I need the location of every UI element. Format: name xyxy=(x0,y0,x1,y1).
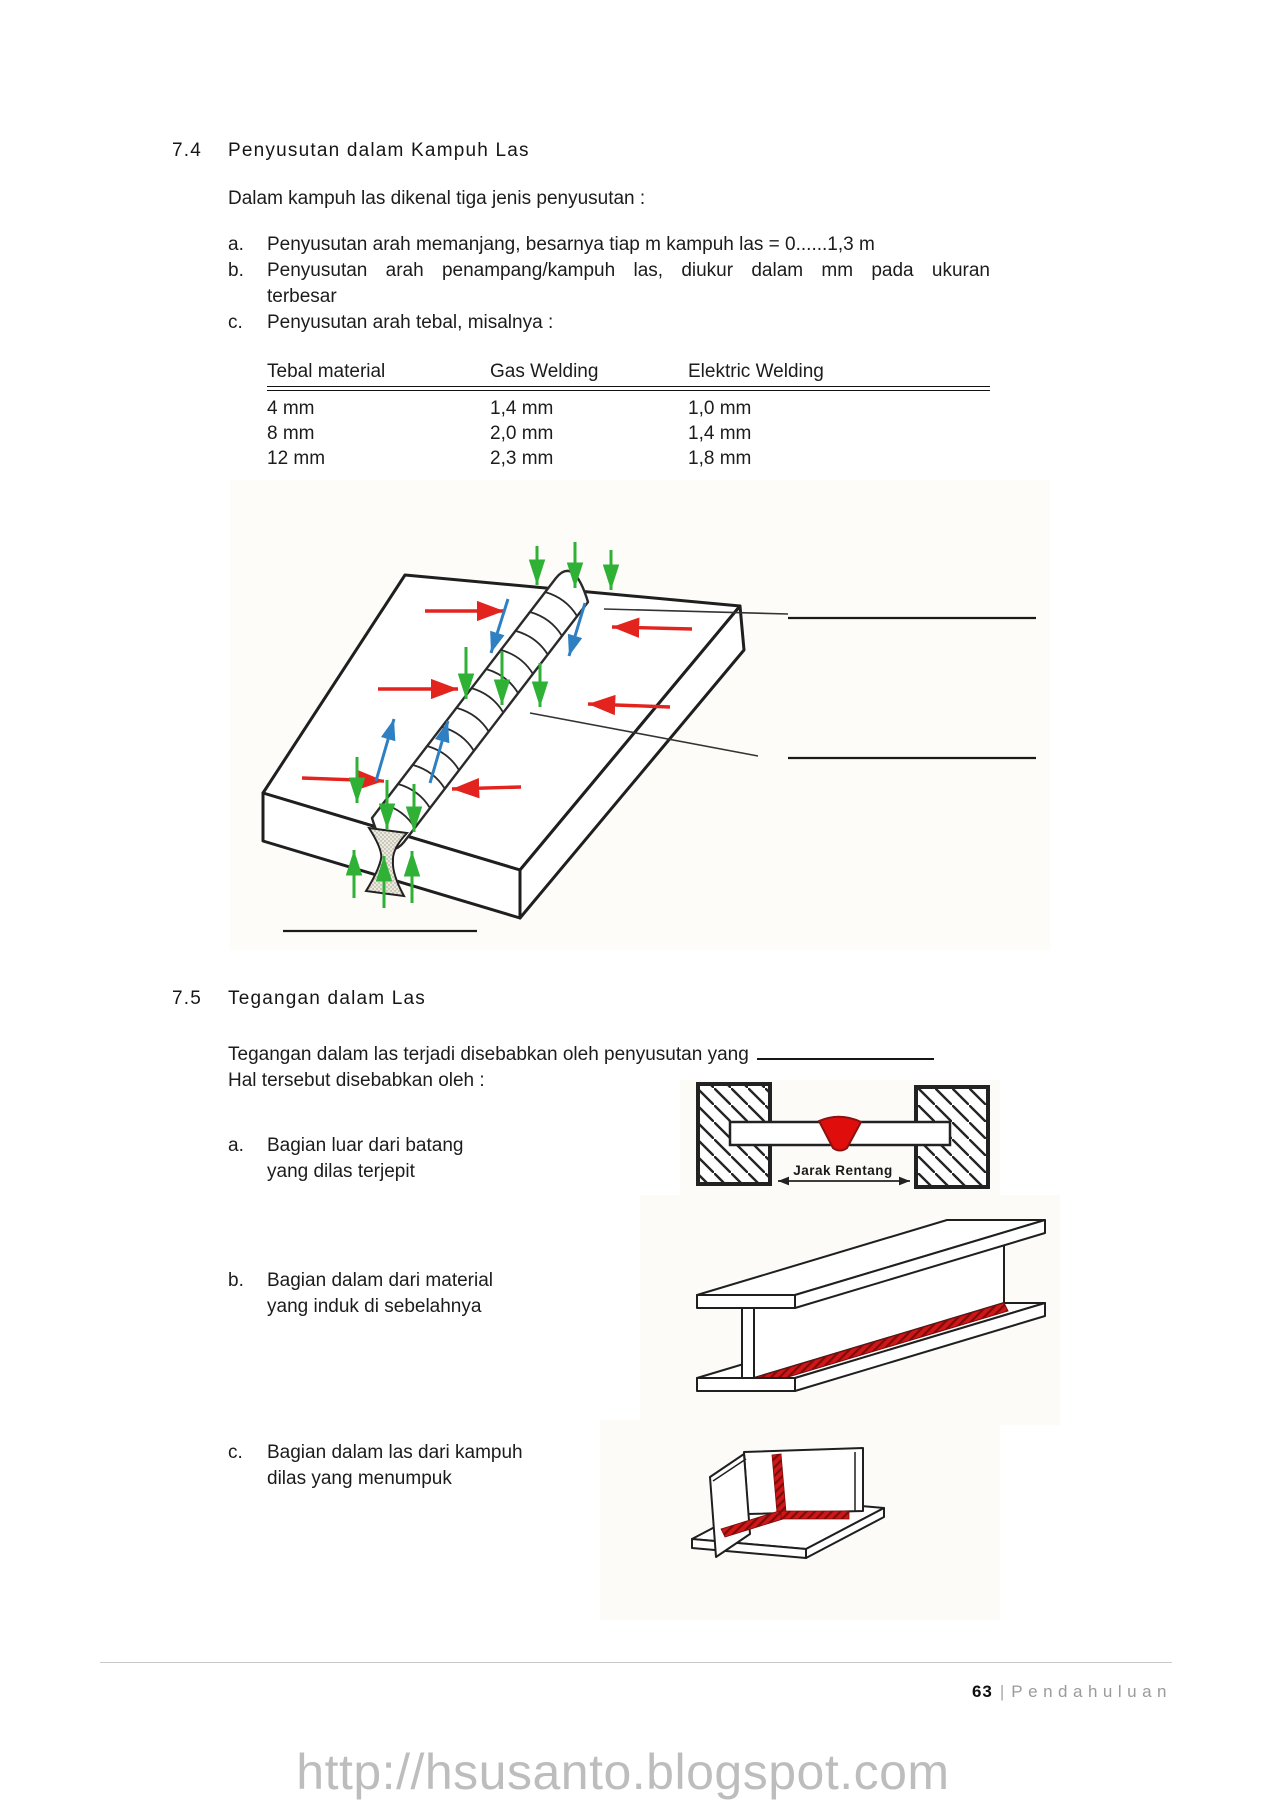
list-item-a xyxy=(228,232,875,258)
shrinkage-table xyxy=(267,360,990,471)
col-header-gas: Gas Welding xyxy=(490,361,599,382)
list-marker: b. xyxy=(228,260,244,281)
section-74-heading xyxy=(172,140,530,162)
list-marker: b. xyxy=(228,1270,244,1291)
cell-gas: 2,0 mm xyxy=(490,423,554,444)
list-marker: a. xyxy=(228,1135,244,1156)
cell-electric: 1,8 mm xyxy=(688,448,752,469)
fill-in-blank xyxy=(757,1044,934,1060)
table-header-rule xyxy=(267,386,990,391)
t-joint-figure xyxy=(600,1420,1000,1620)
list-item-text-line1: Bagian luar dari batang xyxy=(267,1135,464,1156)
table-row xyxy=(267,421,990,446)
list-item-text: Penyusutan arah tebal, misalnya : xyxy=(267,312,554,333)
i-beam-figure xyxy=(640,1195,1060,1425)
list-marker: c. xyxy=(228,1442,243,1463)
list-item-text-line1: Bagian dalam dari material xyxy=(267,1270,494,1291)
footer-section-name: Pendahuluan xyxy=(1011,1682,1172,1701)
section-75-paragraph-line2: Hal tersebut disebabkan oleh : xyxy=(228,1070,485,1091)
list-item-text-line2: yang induk di sebelahnya xyxy=(267,1296,482,1317)
span-distance-label: Jarak Rentang xyxy=(793,1163,893,1178)
col-header-electric: Elektric Welding xyxy=(688,361,824,382)
weld-shrinkage-figure xyxy=(230,480,1050,950)
list-item-text-line1: Bagian dalam las dari kampuh xyxy=(267,1442,523,1463)
list-item-text-line1: Penyusutan arah penampang/kampuh las, diukur dalam mm pada ukuran xyxy=(267,260,990,281)
list-item-text: Penyusutan arah memanjang, besarnya tiap m kampuh las = 0......1,3 m xyxy=(267,234,875,255)
list-item-c xyxy=(228,1440,523,1492)
page-footer xyxy=(972,1682,1172,1702)
cell-material: 4 mm xyxy=(267,398,315,419)
list-item-text-line2: terbesar xyxy=(267,286,337,307)
footer-divider: | xyxy=(999,1682,1005,1701)
list-marker: c. xyxy=(228,312,243,333)
paragraph-text: Tegangan dalam las terjadi disebabkan oleh penyusutan yang xyxy=(228,1044,749,1065)
section-75-paragraph-line1 xyxy=(228,1042,934,1068)
cell-material: 12 mm xyxy=(267,448,326,469)
section-75-title: Tegangan dalam Las xyxy=(228,988,427,1009)
section-75-heading xyxy=(172,988,426,1010)
col-header-material: Tebal material xyxy=(267,361,386,382)
list-marker: a. xyxy=(228,234,244,255)
clamped-bar-figure xyxy=(680,1080,1000,1198)
list-item-a xyxy=(228,1133,463,1185)
cell-electric: 1,4 mm xyxy=(688,423,752,444)
section-75-number: 7.5 xyxy=(172,988,203,1009)
list-item-c xyxy=(228,310,553,336)
table-row xyxy=(267,396,990,421)
cell-material: 8 mm xyxy=(267,423,315,444)
watermark-url: http://hsusanto.blogspot.com xyxy=(296,1744,950,1800)
section-74-number: 7.4 xyxy=(172,140,203,161)
cell-electric: 1,0 mm xyxy=(688,398,752,419)
section-74-intro: Dalam kampuh las dikenal tiga jenis penyusutan : xyxy=(228,188,646,209)
list-item-b xyxy=(228,258,990,310)
page-number: 63 xyxy=(971,1682,993,1701)
list-item-text-line2: yang dilas terjepit xyxy=(267,1161,415,1182)
cell-gas: 1,4 mm xyxy=(490,398,554,419)
footer-rule xyxy=(100,1662,1172,1663)
section-74-title: Penyusutan dalam Kampuh Las xyxy=(228,140,530,161)
cell-gas: 2,3 mm xyxy=(490,448,554,469)
list-item-text-line2: dilas yang menumpuk xyxy=(267,1468,452,1489)
table-row xyxy=(267,446,990,471)
list-item-b xyxy=(228,1268,493,1320)
table-header-row xyxy=(267,360,990,384)
